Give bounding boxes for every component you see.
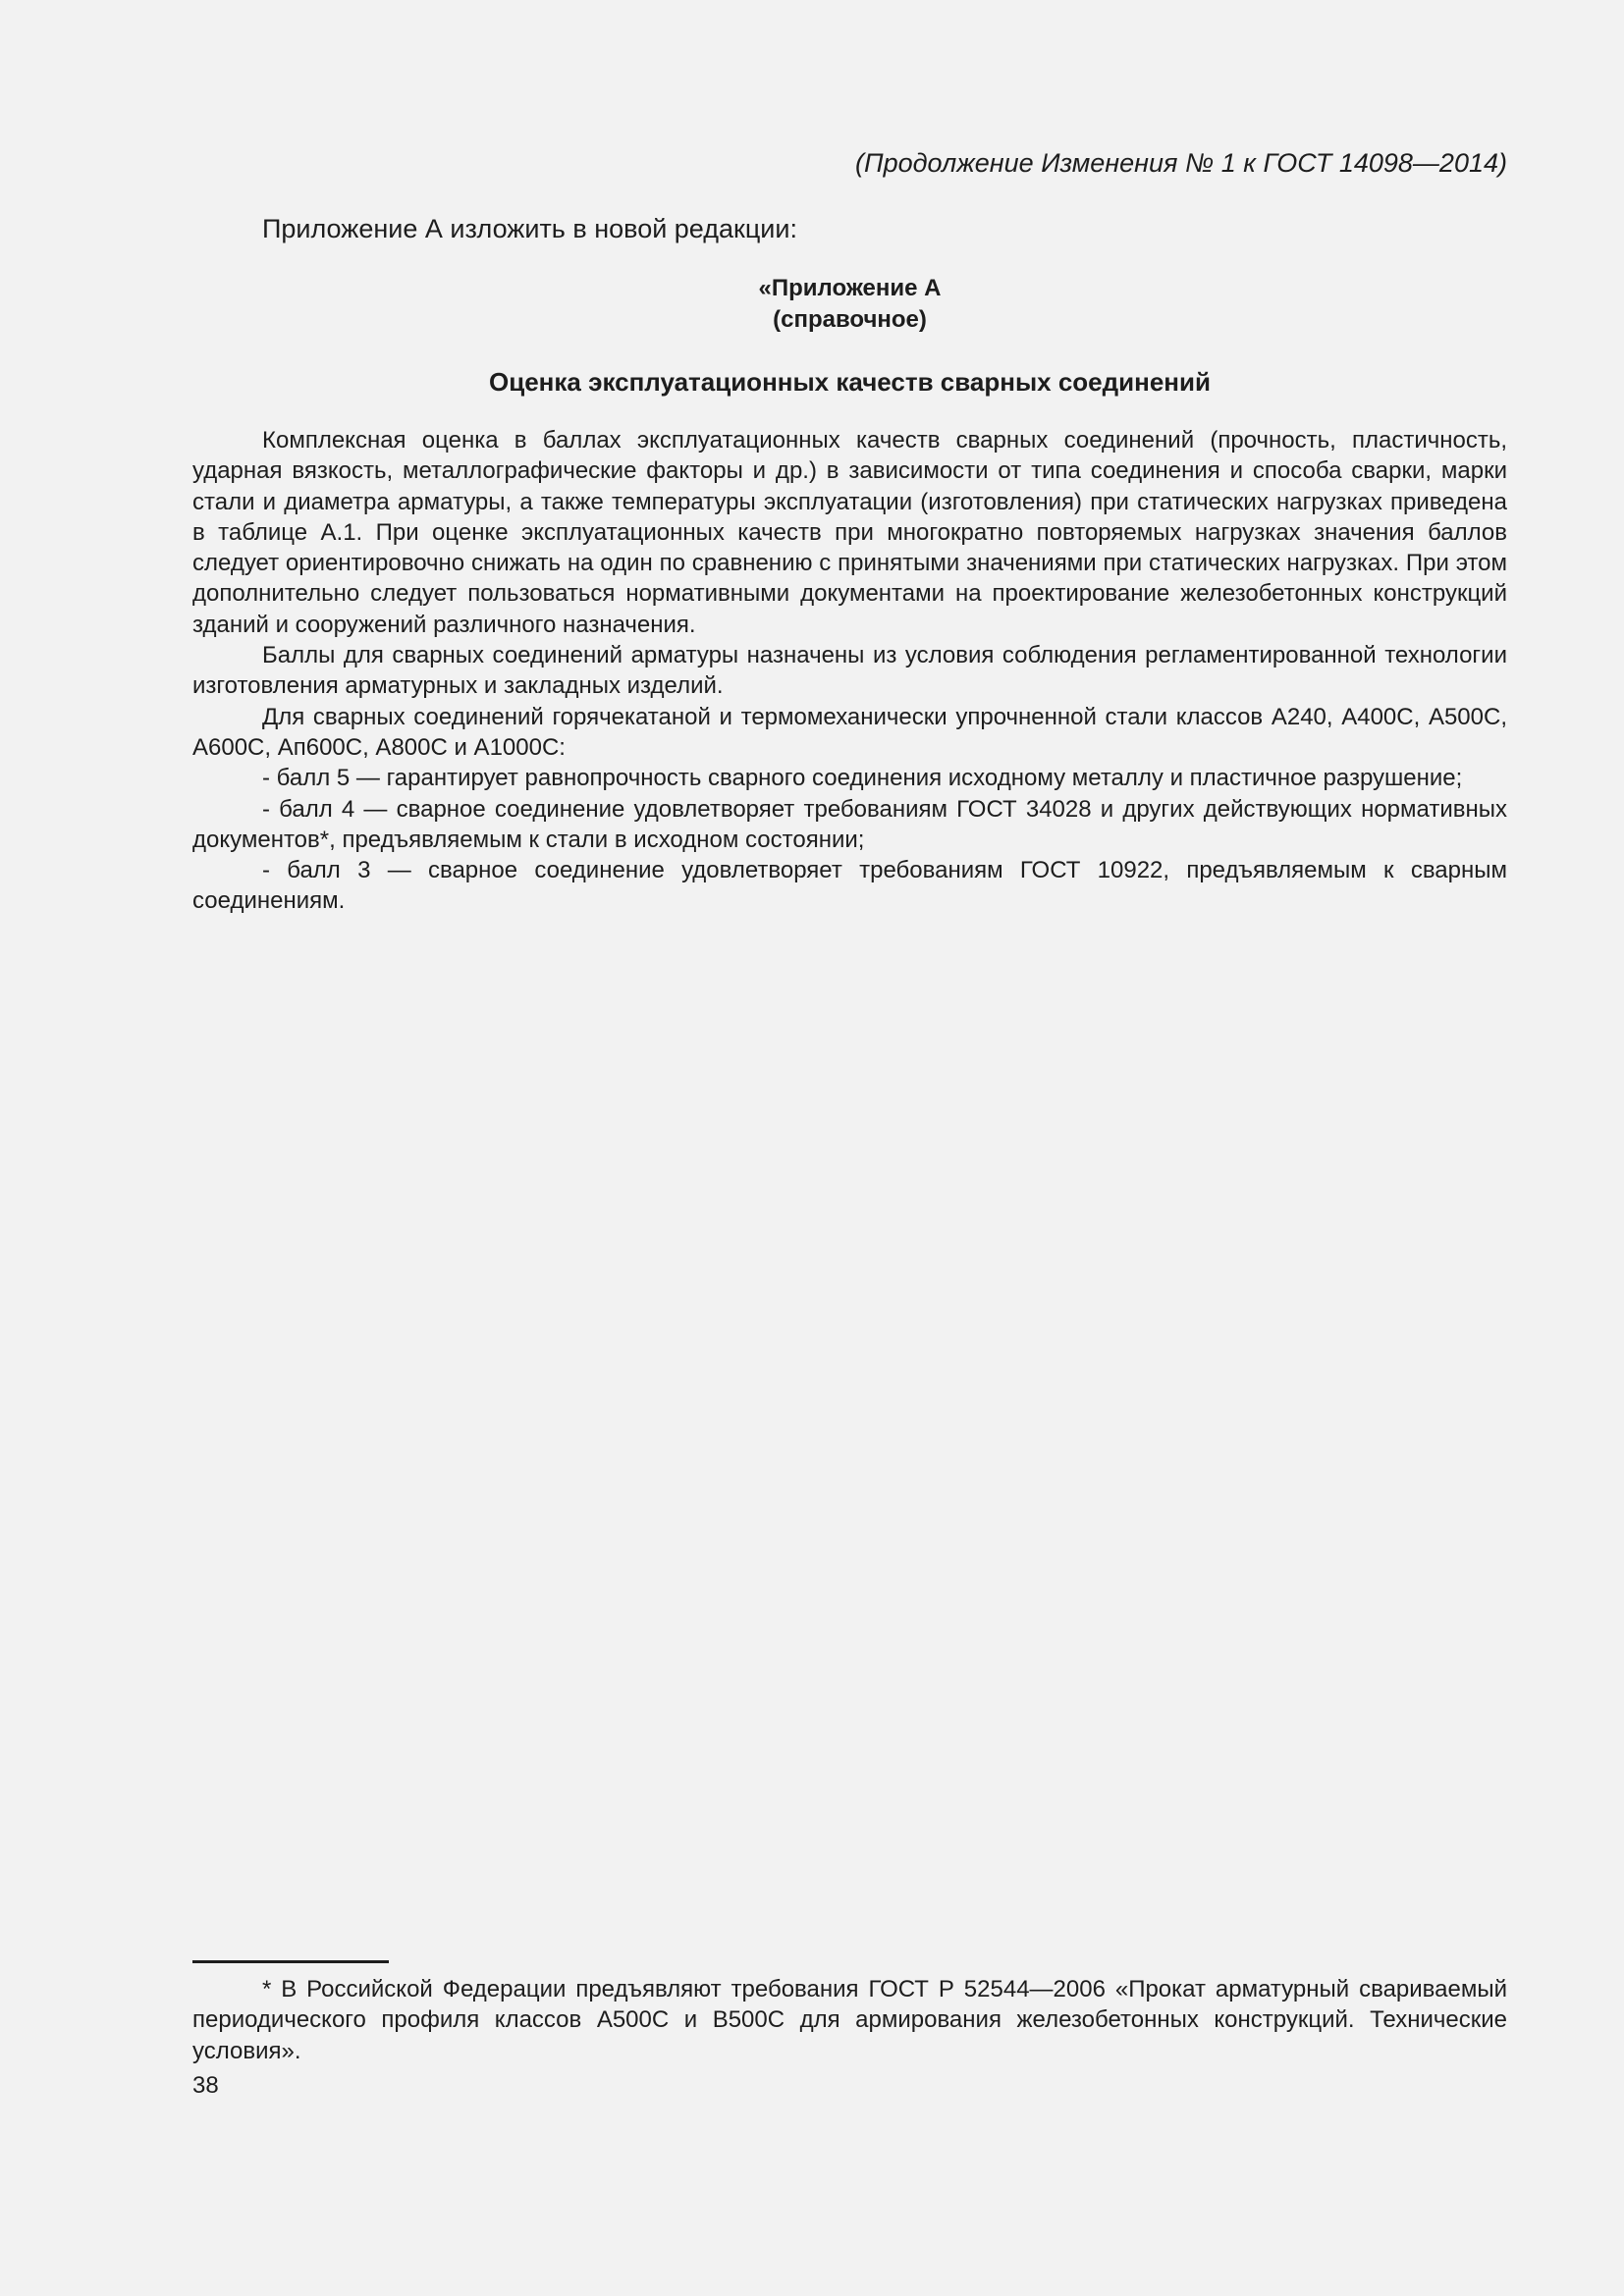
paragraph-scores-basis: Баллы для сварных соединений арматуры назначены из условия соблюдения регламентированной технологии изготовления арматурных и закладных изделий. [192,642,1507,700]
body-text [192,425,1507,917]
appendix-heading [192,273,1507,336]
continuation-header: (Продолжение Изменения № 1 к ГОСТ 14098—2014) [855,148,1507,178]
list-item-score-5: - балл 5 — гарантирует равнопрочность сварного соединения исходному металлу и пластичное разрушение; [262,765,1463,792]
page-number: 38 [192,2072,219,2099]
paragraph-steel-classes: Для сварных соединений горячекатаной и термомеханически упрочненной стали классов А240, А400С, А500С, А600С, Ап600С, А800С и А1000С: [192,703,1507,761]
appendix-status: (справочное) [773,306,927,333]
list-item-score-3: - балл 3 — сварное соединение удовлетворяет требованиям ГОСТ 10922, предъявляемым к сварным соединениям. [192,857,1507,915]
appendix-label: «Приложение А [758,275,942,301]
footnote-divider [192,1960,389,1963]
footnote: * В Российской Федерации предъявляют требования ГОСТ Р 52544—2006 «Прокат арматурный свариваемый периодического профиля классов А500С и В500С для армирования железобетонных конструкций. Технические условия». [192,1976,1507,2064]
section-title: Оценка эксплуатационных качеств сварных соединений [489,367,1211,397]
instruction-line: Приложение А изложить в новой редакции: [262,214,797,243]
list-item-score-4: - балл 4 — сварное соединение удовлетворяет требованиям ГОСТ 34028 и других действующих нормативных документов*, предъявляемым к стали в исходном состоянии; [192,795,1507,853]
paragraph-assessment: Комплексная оценка в баллах эксплуатационных качеств сварных соединений (прочность, пластичность, ударная вязкость, металлографические факторы и др.) в зависимости от типа соединения и способа сварки, марки стали и диаметра арматуры, а также температуры эксплуатации (изготовления) при статических нагрузках приведена в таблице А.1. При оценке эксплуатационных качеств при многократно повторяемых нагрузках значения баллов следует ориентировочно снижать на один по сравнению с принятыми значениями при статических нагрузках. При этом дополнительно следует пользоваться нормативными документами на проектирование железобетонных конструкций зданий и сооружений различного назначения. [192,427,1507,638]
